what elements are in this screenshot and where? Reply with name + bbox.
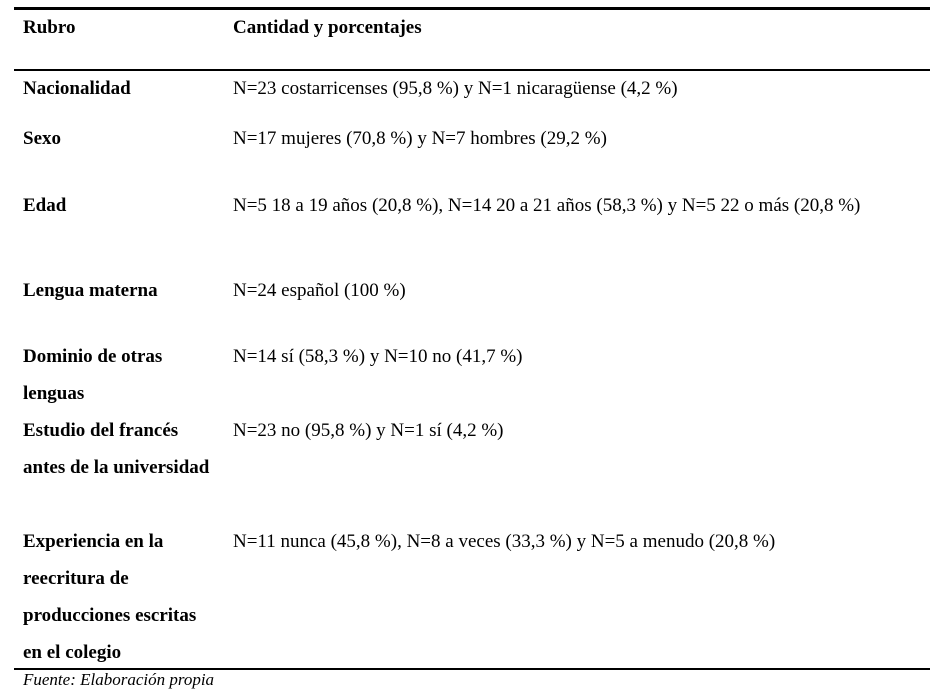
table-row xyxy=(14,187,930,281)
table-row xyxy=(14,338,930,412)
header-cantidad: Cantidad y porcentajes xyxy=(233,17,422,38)
row-value: N=17 mujeres (70,8 %) y N=7 hombres (29,2 %) xyxy=(233,128,607,149)
row-label: Estudio del francés antes de la universidad xyxy=(23,420,210,478)
demographics-table xyxy=(14,7,930,671)
table-row xyxy=(14,523,930,671)
row-label: Nacionalidad xyxy=(23,78,131,99)
row-label: Edad xyxy=(23,195,67,216)
row-value: N=23 no (95,8 %) y N=1 sí (4,2 %) xyxy=(233,420,504,441)
table-row xyxy=(14,71,930,129)
row-label: Experiencia en la reecritura de producciones escritas en el colegio xyxy=(23,531,197,663)
row-label: Sexo xyxy=(23,128,61,149)
row-value: N=14 sí (58,3 %) y N=10 no (41,7 %) xyxy=(233,346,523,367)
table-header-row xyxy=(14,10,930,69)
row-label: Dominio de otras lenguas xyxy=(23,346,163,404)
table-row xyxy=(14,281,930,338)
row-label: Lengua materna xyxy=(23,280,158,301)
row-value: N=11 nunca (45,8 %), N=8 a veces (33,3 %) y N=5 a menudo (20,8 %) xyxy=(233,531,776,552)
table-row xyxy=(14,412,930,523)
row-value: N=23 costarricenses (95,8 %) y N=1 nicaragüense (4,2 %) xyxy=(233,78,678,99)
header-rubro: Rubro xyxy=(23,17,76,38)
table-source-note: Fuente: Elaboración propia xyxy=(23,670,215,689)
row-value: N=5 18 a 19 años (20,8 %), N=14 20 a 21 años (58,3 %) y N=5 22 o más (20,8 %) xyxy=(233,195,861,216)
row-value: N=24 español (100 %) xyxy=(233,280,406,301)
table-row xyxy=(14,129,930,187)
